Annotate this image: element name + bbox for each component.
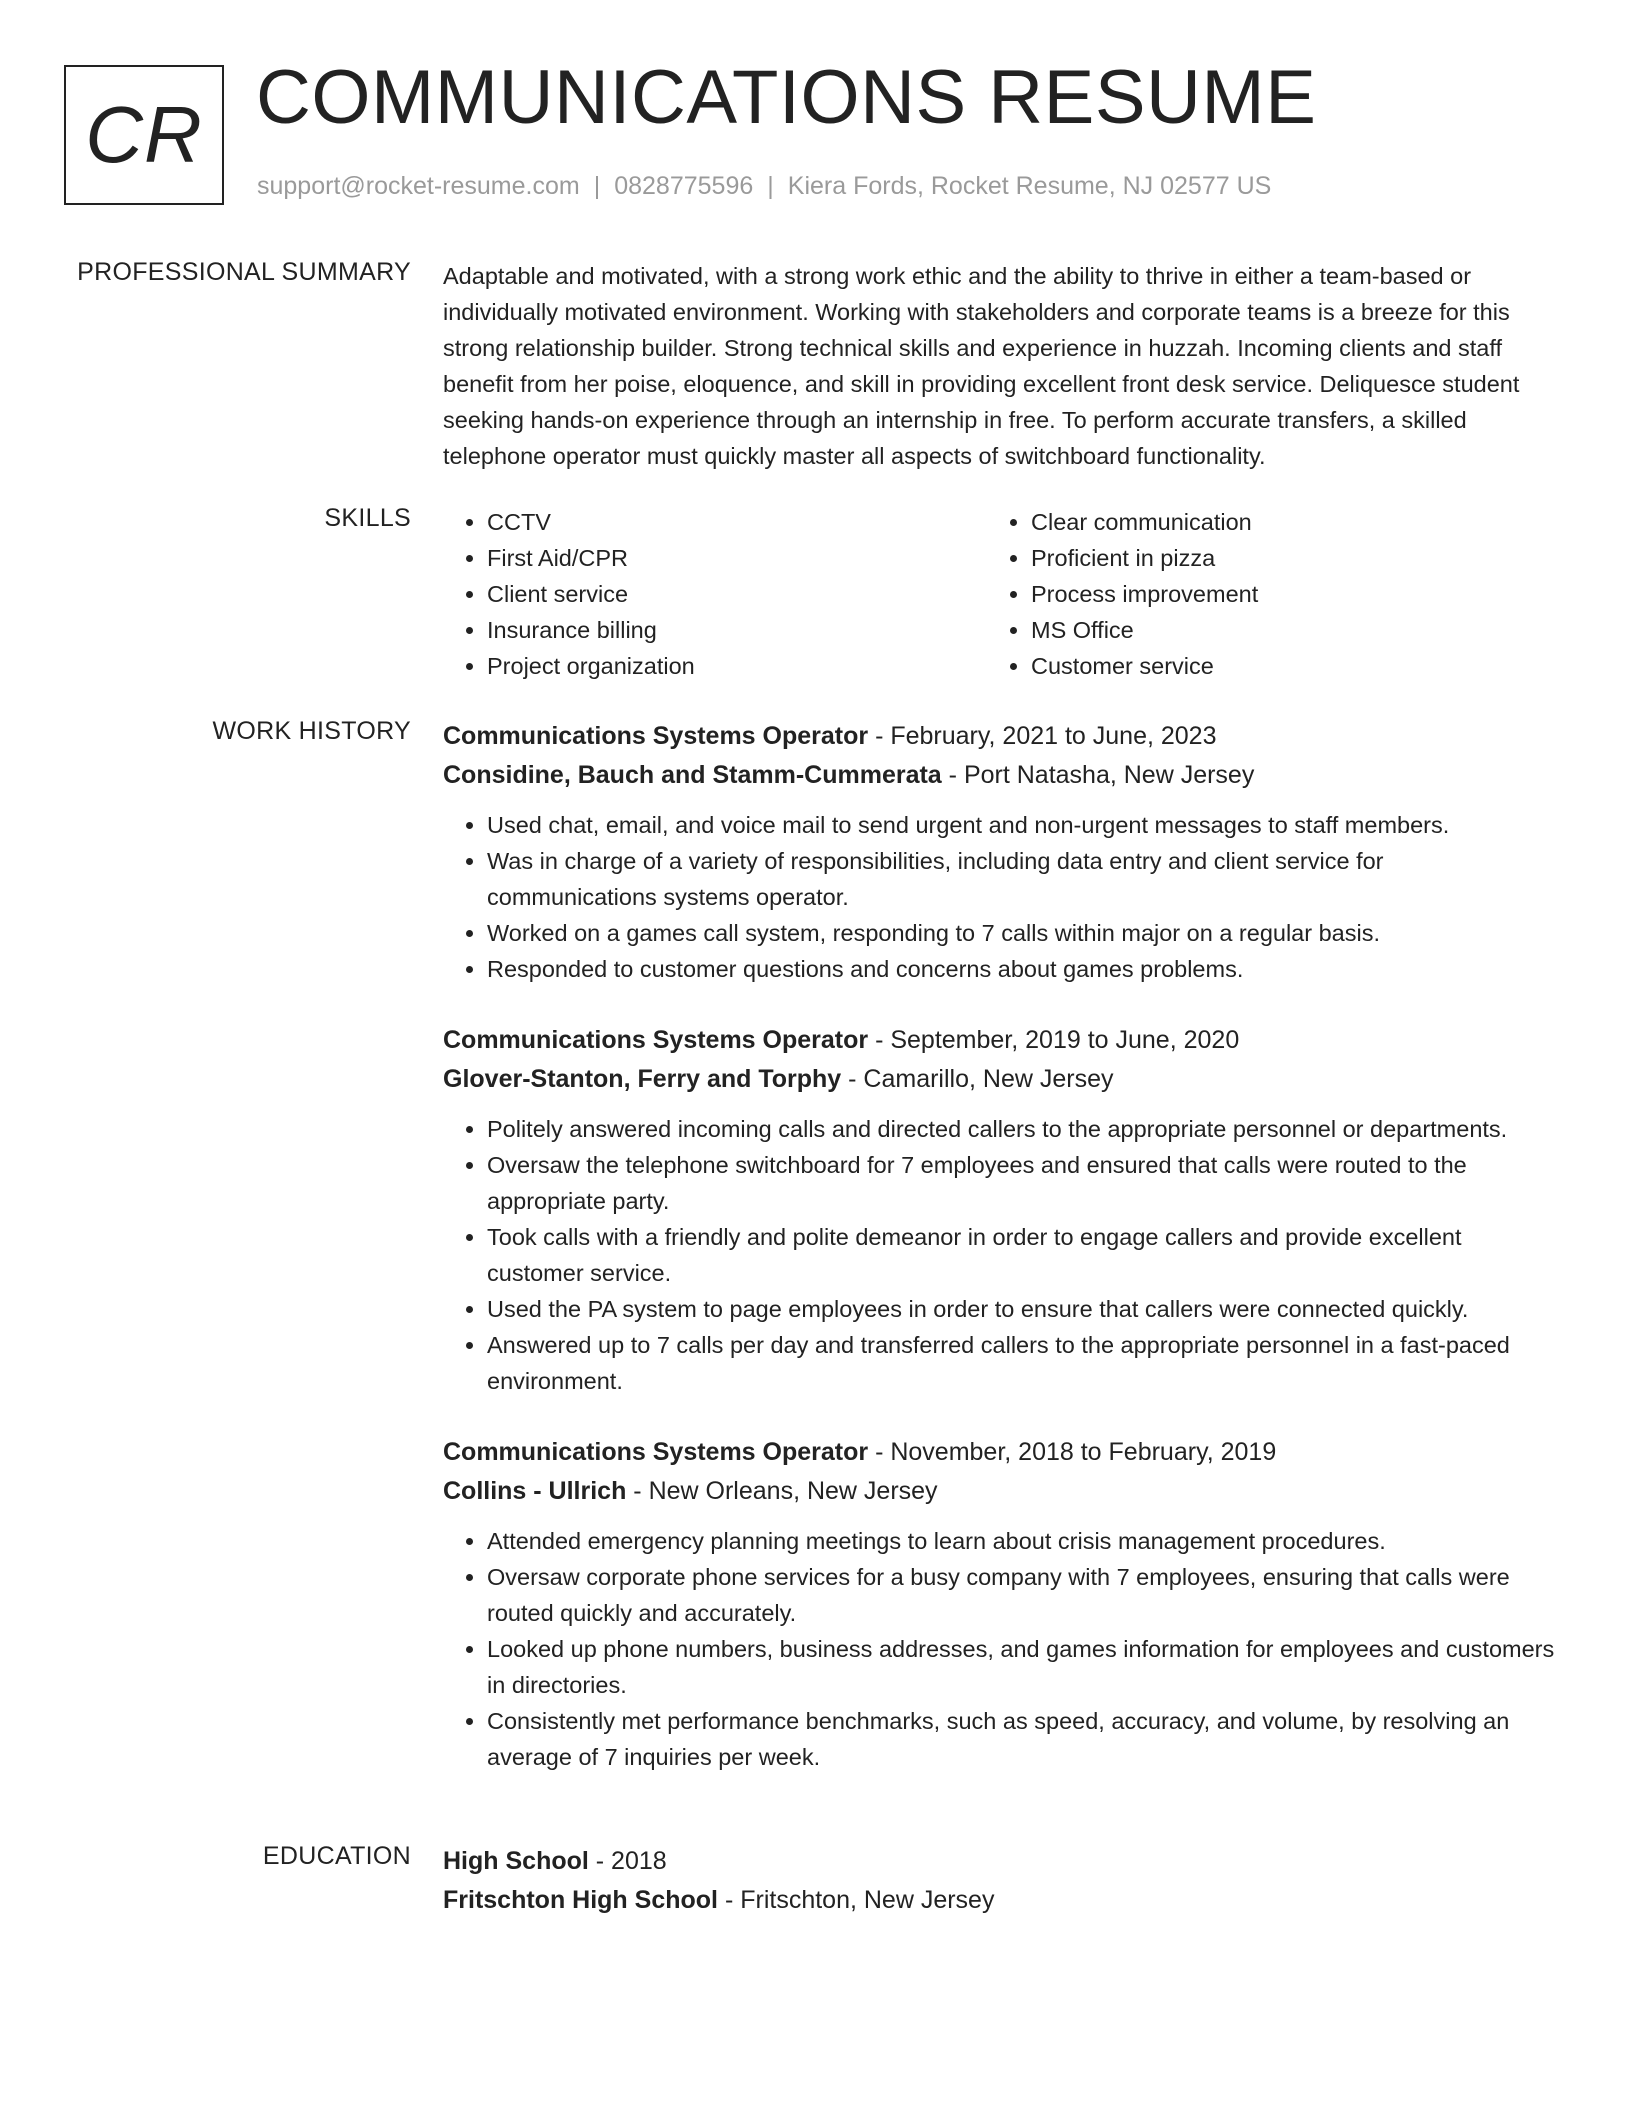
education-location: Fritschton, New Jersey [740, 1886, 995, 1914]
job-location: Port Natasha, New Jersey [963, 761, 1255, 789]
job-entry [443, 1433, 1558, 1775]
job-title-line [443, 1021, 1558, 1060]
dash: - [588, 1847, 612, 1875]
job-company: Glover-Stanton, Ferry and Torphy [443, 1065, 842, 1093]
contact-email[interactable]: support@rocket-resume.com [257, 172, 580, 200]
contact-line [257, 172, 1271, 201]
skill-item: • Customer service [1031, 648, 1531, 684]
skill-item: • Proficient in pizza [1031, 540, 1531, 576]
skills-list-right [987, 504, 1531, 684]
job-bullet: • Looked up phone numbers, business addresses, and games information for employees and customers in directories. [487, 1631, 1558, 1703]
job-entry [443, 1021, 1558, 1399]
summary-text: Adaptable and motivated, with a strong work ethic and the ability to thrive in either a team-based or individually motivated environment. Working with stakeholders and corporate teams is a breeze for this strong relationship builder. Strong technical skills and experience in huzzah. Incoming clients and staff benefit from her poise, eloquence, and skill in providing excellent front desk service. Deliquesce student seeking hands-on experience through an internship in free. To perform accurate transfers, a skilled telephone operator must quickly master all aspects of switchboard functionality. [443, 263, 1520, 469]
skills-list-left [443, 504, 987, 684]
contact-separator: | [593, 172, 601, 200]
job-bullet: • Answered up to 7 calls per day and transferred callers to the appropriate personnel in a fast-paced environment. [487, 1327, 1558, 1399]
job-title: Communications Systems Operator [443, 722, 869, 750]
skill-item: • First Aid/CPR [487, 540, 987, 576]
job-bullet: • Oversaw corporate phone services for a busy company with 7 employees, ensuring that calls were routed quickly and accurately. [487, 1559, 1558, 1631]
education-degree: High School [443, 1847, 589, 1875]
job-dates: September, 2019 to June, 2020 [890, 1026, 1240, 1054]
dash: - [868, 1438, 891, 1466]
job-bullet: • Used chat, email, and voice mail to send urgent and non-urgent messages to staff members. [487, 807, 1558, 843]
skill-item: • Insurance billing [487, 612, 987, 648]
dash: - [868, 1026, 891, 1054]
monogram: CR [64, 65, 224, 205]
job-company: Collins - Ullrich [443, 1477, 627, 1505]
skill-item: • Client service [487, 576, 987, 612]
job-bullet: • Worked on a games call system, responding to 7 calls within major on a regular basis. [487, 915, 1558, 951]
skill-item: • Project organization [487, 648, 987, 684]
job-bullet: • Responded to customer questions and concerns about games problems. [487, 951, 1558, 987]
job-dates: February, 2021 to June, 2023 [890, 722, 1217, 750]
job-bullet: • Used the PA system to page employees in order to ensure that callers were connected quickly. [487, 1291, 1558, 1327]
dash: - [626, 1477, 649, 1505]
education-year: 2018 [611, 1847, 667, 1875]
education-school: Fritschton High School [443, 1886, 718, 1914]
job-bullets [443, 1111, 1558, 1399]
job-company-line [443, 1060, 1558, 1099]
education-school-line [443, 1881, 1558, 1920]
job-entry [443, 717, 1558, 987]
job-bullet: • Consistently met performance benchmarks, such as speed, accuracy, and volume, by resolving an average of 7 inquiries per week. [487, 1703, 1558, 1775]
contact-phone[interactable]: 0828775596 [614, 172, 754, 200]
skill-item: • Clear communication [1031, 504, 1531, 540]
skill-item: • CCTV [487, 504, 987, 540]
job-bullet: • Attended emergency planning meetings to learn about crisis management procedures. [487, 1523, 1558, 1559]
dash: - [841, 1065, 864, 1093]
section-label-skills: SKILLS [324, 504, 411, 532]
skill-item: • Process improvement [1031, 576, 1531, 612]
job-location: Camarillo, New Jersey [863, 1065, 1114, 1093]
job-dates: November, 2018 to February, 2019 [890, 1438, 1277, 1466]
job-company-line [443, 756, 1558, 795]
job-title-line [443, 717, 1558, 756]
dash: - [718, 1886, 741, 1914]
job-location: New Orleans, New Jersey [648, 1477, 938, 1505]
job-company: Considine, Bauch and Stamm-Cummerata [443, 761, 942, 789]
job-bullets [443, 1523, 1558, 1775]
section-label-work: WORK HISTORY [212, 717, 411, 745]
job-title: Communications Systems Operator [443, 1438, 869, 1466]
dash: - [941, 761, 964, 789]
contact-address: Kiera Fords, Rocket Resume, NJ 02577 US [787, 172, 1272, 200]
job-bullet: • Took calls with a friendly and polite demeanor in order to engage callers and provide excellent customer service. [487, 1219, 1558, 1291]
education-degree-line [443, 1842, 1558, 1881]
job-list [443, 717, 1558, 1809]
job-company-line [443, 1472, 1558, 1511]
job-bullet: • Politely answered incoming calls and directed callers to the appropriate personnel or departments. [487, 1111, 1558, 1147]
section-label-education: EDUCATION [262, 1842, 411, 1870]
job-bullets [443, 807, 1558, 987]
contact-separator: | [767, 172, 774, 200]
skill-item: • MS Office [1031, 612, 1531, 648]
dash: - [868, 722, 891, 750]
job-bullet: • Was in charge of a variety of responsibilities, including data entry and client service for communications systems operator. [487, 843, 1558, 915]
resume-title: COMMUNICATIONS RESUME [256, 55, 1317, 140]
job-bullet: • Oversaw the telephone switchboard for 7 employees and ensured that calls were routed to the appropriate party. [487, 1147, 1558, 1219]
section-label-summary: PROFESSIONAL SUMMARY [77, 258, 411, 286]
job-title: Communications Systems Operator [443, 1026, 869, 1054]
job-title-line [443, 1433, 1558, 1472]
